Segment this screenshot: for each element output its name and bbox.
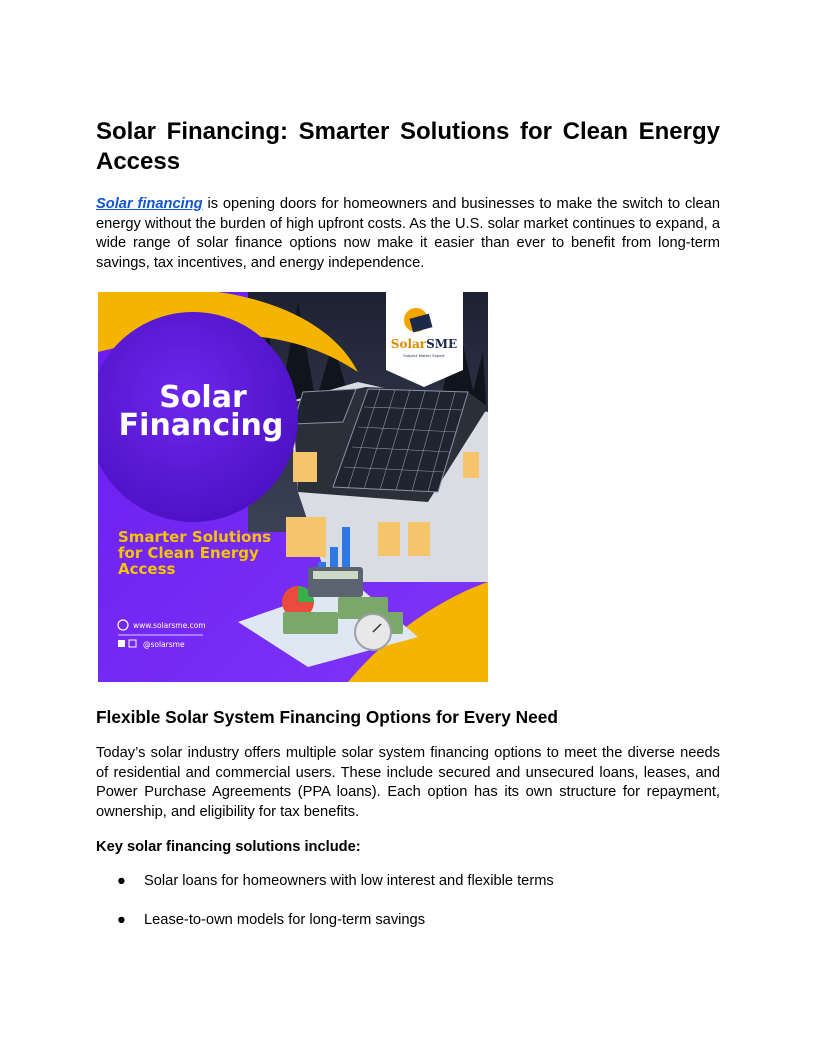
banner-social-handle: @solarsme [143, 640, 185, 649]
banner-sub-line2: for Clean Energy [118, 544, 259, 562]
section-heading: Flexible Solar System Financing Options for Every Need [96, 707, 558, 727]
house-illustration [286, 382, 488, 582]
section-paragraph: Today’s solar industry offers multiple solar system financing options to meet the diverse needs of residential and commercial users. These include secured and unsecured loans, leases, and Power Purchase Agreements (PPA loans). Each option has its own structure for repayment, ownership, and eligibility for tax benefits. [96, 745, 720, 820]
banner-sub-line1: Smarter Solutions [118, 528, 272, 546]
solar-financing-banner [98, 292, 488, 682]
banner-headline-line1: Solar [159, 380, 247, 415]
banner-website: www.solarsme.com [133, 621, 206, 630]
bullet-icon: ● [117, 911, 126, 928]
page-title: Solar Financing: Smarter Solutions for Clean Energy Access [96, 118, 720, 175]
logo-brand: SolarSME [390, 337, 458, 351]
key-solutions-heading: Key solar financing solutions include: [96, 839, 361, 855]
facebook-icon [118, 640, 125, 647]
bullet-icon: ● [117, 873, 126, 889]
logo-tagline: Subject Matter Expert [403, 353, 445, 358]
banner-headline-line2: Financing [118, 408, 284, 443]
solar-financing-link[interactable]: Solar financing [96, 196, 203, 212]
list-item: ● Lease-to-own models for long-term savings [96, 911, 720, 931]
solutions-list [96, 872, 720, 949]
intro-paragraph [96, 195, 720, 273]
list-item: ● Solar loans for homeowners with low interest and flexible terms [96, 872, 720, 892]
intro-text: is opening doors for homeowners and businesses to make the switch to clean energy without the burden of high upfront costs. As the U.S. solar market continues to expand, a wide range of solar finance options now make it easier than ever to benefit from long-term savings, tax incentives, and energy independence. [96, 196, 720, 271]
banner-sub-line3: Access [118, 560, 176, 578]
